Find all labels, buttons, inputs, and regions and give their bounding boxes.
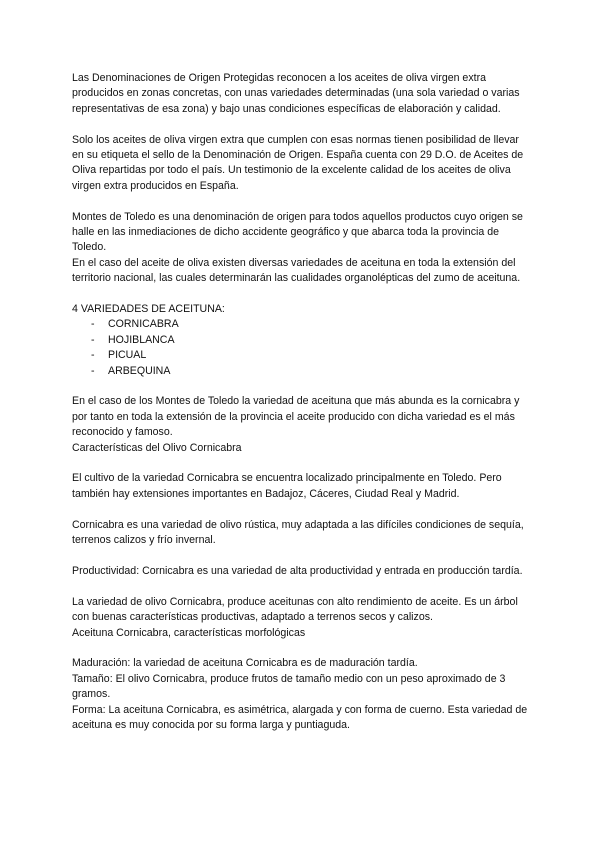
paragraph-rustica: Cornicabra es una variedad de olivo rústica, muy adaptada a las difíciles condiciones de sequía, terrenos calizos y frío invernal. [72,518,524,547]
paragraph-olive-varieties: En el caso del aceite de oliva existen diversas variedades de aceituna en toda la extensión del territorio nacional, las cuales determinarán las cualidades organolépticas del zumo de aceituna. [72,256,521,285]
list-dash: - [91,318,95,331]
list-dash: - [91,364,95,377]
list-item [72,333,532,348]
list-item [72,364,532,379]
document-page [72,71,532,733]
paragraph-cornicabra-toledo: En el caso de los Montes de Toledo la variedad de aceituna que más abunda es la cornicabra y por tanto en toda la extensión de la provincia el aceite producido con dicha variedad es el más reconocido y famoso. [72,395,520,439]
list-dash: - [91,333,95,346]
variety-name: CORNICABRA [108,318,179,331]
varieties-list [72,317,532,379]
paragraph-rendimiento: La variedad de olivo Cornicabra, produce aceitunas con alto rendimiento de aceite. Es un árbol con buenas características productivas, adaptado a terrenos secos y calizos. [72,595,518,624]
list-item [72,317,532,332]
paragraph-tamano: Tamaño: El olivo Cornicabra, produce frutos de tamaño medio con un peso aproximado de 3 gramos. [72,672,506,701]
list-item [72,348,532,363]
heading-morfologicas: Aceituna Cornicabra, características morfológicas [72,626,306,639]
paragraph-productividad: Productividad: Cornicabra es una variedad de alta productividad y entrada en producción tardía. [72,564,523,577]
list-dash: - [91,349,95,362]
paragraph-forma: Forma: La aceituna Cornicabra, es asimétrica, alargada y con forma de cuerno. Esta variedad de aceituna es muy conocida por su forma larga y puntiaguda. [72,703,528,731]
varieties-heading: 4 VARIEDADES DE ACEITUNA: [72,303,225,316]
paragraph-maduracion: Maduración: la variedad de aceituna Cornicabra es de maduración tardía. [72,657,418,670]
variety-name: PICUAL [108,349,147,362]
paragraph-dop-intro: Las Denominaciones de Origen Protegidas reconocen a los aceites de oliva virgen extra producidos en zonas concretas, con unas variedades determinadas (una sola variedad o varias representativas de esa zona) y bajo unas condiciones específicas de elaboración y calidad. [72,72,520,115]
heading-olivo-cornicabra: Características del Olivo Cornicabra [72,441,242,454]
paragraph-cultivo: El cultivo de la variedad Cornicabra se encuentra localizado principalmente en Toledo. Pero también hay extensiones importantes en Badajoz, Cáceres, Ciudad Real y Madrid. [72,472,502,500]
variety-name: ARBEQUINA [108,364,171,377]
variety-name: HOJIBLANCA [108,333,175,346]
paragraph-montes-toledo: Montes de Toledo es una denominación de origen para todos aquellos productos cuyo origen se halle en las inmediaciones de dicho accidente geográfico y que abarca toda la provincia de Toledo. [72,210,523,254]
paragraph-do-spain: Solo los aceites de oliva virgen extra que cumplen con esas normas tienen posibilidad de llevar en su etiqueta el sello de la Denominación de Origen. España cuenta con 29 D.O. de Aceites de Oliva repartidas por todo el país. Un testimonio de la excelente calidad de los aceites de oliva virgen extra producidos en España. [72,133,524,192]
